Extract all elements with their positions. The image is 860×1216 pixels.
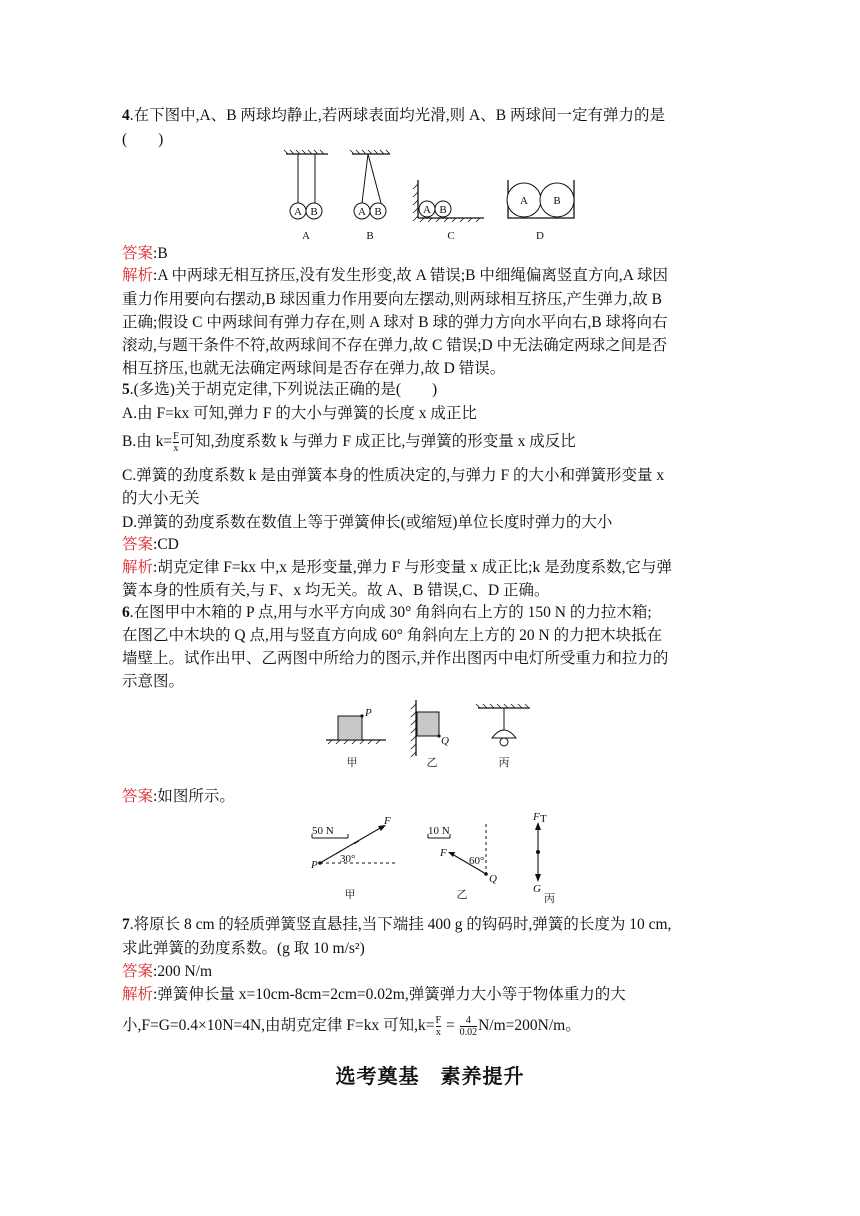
ball-label: A bbox=[520, 195, 528, 207]
q6-stem-line: 墙壁上。试作出甲、乙两图中所给力的图示,并作出图丙中电灯所受重力和拉力的 bbox=[122, 650, 669, 667]
fraction bbox=[173, 431, 179, 454]
fraction-numerator: F bbox=[435, 1014, 442, 1026]
fig-a-ceiling bbox=[284, 150, 328, 154]
answer-label: 答案 bbox=[122, 963, 154, 980]
q6-number: 6 bbox=[122, 604, 130, 621]
answer-force-f2: F bbox=[440, 847, 447, 859]
q5-answer-value: :CD bbox=[153, 536, 179, 553]
fig-label-d: D bbox=[536, 230, 544, 242]
q4-stem-text: .在下图中,A、B 两球均静止,若两球表面均光滑,则 A、B 两球间一定有弹力的是 bbox=[129, 107, 665, 124]
answer-point-q: Q bbox=[489, 873, 497, 885]
answer-fig-jia-label: 甲 bbox=[344, 889, 356, 901]
q4-analysis-text: :A 中两球无相互挤压,没有发生形变,故 A 错误;B 中细绳偏离竖直方向,A 球因 bbox=[153, 267, 668, 284]
point-p-label: P bbox=[365, 707, 372, 719]
ball-label: A bbox=[294, 206, 302, 218]
fraction-numerator: F bbox=[173, 430, 179, 442]
point-q-label: Q bbox=[441, 735, 449, 747]
q5-answer bbox=[122, 533, 742, 557]
fig-label-b: B bbox=[366, 230, 374, 242]
q5-stem-text: .(多选)关于胡克定律,下列说法正确的是( ) bbox=[129, 381, 438, 398]
q5-option-c: C.弹簧的劲度系数 k 是由弹簧本身的性质决定的,与弹力 F 的大小和弹簧形变量 x bbox=[122, 467, 665, 484]
fraction bbox=[436, 1015, 442, 1038]
scale-label-10n: 10 N bbox=[428, 825, 450, 837]
q4-analysis-line: 正确;假设 C 中两球间有弹力存在,则 A 球对 B 球的弹力方向水平向右,B 球将向右 bbox=[122, 314, 668, 331]
q4-analysis-line bbox=[122, 264, 742, 288]
tension-subscript: T bbox=[540, 813, 547, 825]
fraction-numerator: 4 bbox=[465, 1014, 471, 1026]
q7-analysis-line bbox=[122, 983, 742, 1007]
q6-stem bbox=[122, 601, 742, 625]
fraction bbox=[460, 1015, 478, 1038]
q5-option-b-post: 可知,劲度系数 k 与弹力 F 成正比,与弹簧的形变量 x 成反比 bbox=[179, 433, 576, 450]
analysis-label: 解析 bbox=[122, 559, 154, 576]
analysis-label: 解析 bbox=[122, 267, 154, 284]
q5-analysis-line bbox=[122, 556, 742, 580]
scale-label-50n: 50 N bbox=[312, 825, 334, 837]
q7-analysis-text: :弹簧伸长量 x=10cm-8cm=2cm=0.02m,弹簧弹力大小等于物体重力的大 bbox=[153, 986, 626, 1003]
q7-stem-text: .将原长 8 cm 的轻质弹簧竖直悬挂,当下端挂 400 g 的钩码时,弹簧的长度为 10 cm, bbox=[129, 916, 672, 933]
answer-label: 答案 bbox=[122, 245, 154, 262]
q6-answer bbox=[122, 785, 742, 809]
q5-option-b bbox=[122, 430, 742, 454]
q4-analysis-line: 重力作用要向右摆动,B 球因重力作用要向左摆动,则两球相互挤压,产生弹力,故 B bbox=[122, 291, 662, 308]
q7-analysis-post: N/m=200N/m。 bbox=[478, 1017, 581, 1034]
q7-stem bbox=[122, 913, 742, 937]
ball-label: A bbox=[423, 204, 431, 216]
q6-answer-figure bbox=[306, 812, 566, 904]
q6-answer-value: :如图所示。 bbox=[153, 788, 235, 805]
ball-label: B bbox=[439, 204, 447, 216]
q6-answer-figure-svg bbox=[306, 812, 566, 904]
answer-force-f1: F bbox=[384, 815, 391, 827]
q4-analysis-line: 滚动,与题干条件不符,故两球间不存在弹力,故 C 错误;D 中无法确定两球之间是否 bbox=[122, 337, 668, 354]
q4-number: 4 bbox=[122, 107, 130, 124]
q7-analysis-pre: 小,F=G=0.4×10N=4N,由胡克定律 F=kx 可知,k= bbox=[122, 1017, 435, 1034]
q5-option-b-pre: B.由 k= bbox=[122, 433, 173, 450]
fig-label-c: C bbox=[447, 230, 455, 242]
q6-stem-line: 示意图。 bbox=[122, 673, 185, 690]
lamp-shade bbox=[492, 730, 516, 738]
q5-number: 5 bbox=[122, 381, 130, 398]
q7-answer bbox=[122, 960, 742, 984]
q7-number: 7 bbox=[122, 916, 130, 933]
q7-answer-value: :200 N/m bbox=[153, 963, 213, 980]
answer-fig-bing-label: 丙 bbox=[544, 893, 555, 905]
fraction-denominator: x bbox=[435, 1026, 441, 1038]
q5-option-d: D.弹簧的劲度系数在数值上等于弹簧伸长(或缩短)单位长度时弹力的大小 bbox=[122, 514, 613, 531]
answer-label: 答案 bbox=[122, 536, 154, 553]
answer-fig-yi-label: 乙 bbox=[456, 889, 468, 901]
q6-stem-line: 在图乙中木块的 Q 点,用与竖直方向成 60° 角斜向左上方的 20 N 的力把木块抵在 bbox=[122, 627, 663, 644]
q5-option-a: A.由 F=kx 可知,弹力 F 的大小与弹簧的长度 x 成正比 bbox=[122, 405, 477, 422]
fraction-denominator: 0.02 bbox=[459, 1026, 478, 1038]
fig-yi-label: 乙 bbox=[426, 757, 438, 769]
section-heading: 选考奠基 素养提升 bbox=[335, 1064, 525, 1088]
ball-label: B bbox=[374, 206, 382, 218]
answer-label: 答案 bbox=[122, 788, 154, 805]
lamp-bulb bbox=[500, 738, 508, 746]
angle-60-label: 60° bbox=[469, 855, 485, 867]
q5-option-c-cont: 的大小无关 bbox=[122, 490, 200, 507]
ball-label: B bbox=[553, 195, 561, 207]
fig-bing-label: 丙 bbox=[498, 757, 510, 769]
tension-label: F bbox=[533, 811, 540, 823]
q4-analysis-line: 相互挤压,也就无法确定两球间是否存在弹力,故 D 错误。 bbox=[122, 360, 506, 377]
gravity-label: G bbox=[533, 883, 541, 895]
analysis-label: 解析 bbox=[122, 986, 154, 1003]
q6-stem-text: .在图甲中木箱的 P 点,用与水平方向成 30° 角斜向右上方的 150 N 的力拉木箱; bbox=[129, 604, 652, 621]
q7-stem-line: 求此弹簧的劲度系数。(g 取 10 m/s²) bbox=[122, 940, 365, 957]
equals-sign: = bbox=[442, 1017, 459, 1034]
q5-stem bbox=[122, 378, 742, 402]
q6-figure bbox=[320, 694, 560, 774]
q4-paren: ( ) bbox=[122, 131, 164, 148]
fig-jia-label: 甲 bbox=[346, 757, 358, 769]
fig-yi-block bbox=[417, 712, 439, 736]
q4-figure bbox=[282, 150, 582, 246]
ball-label: B bbox=[310, 206, 318, 218]
q4-figure-svg bbox=[282, 150, 582, 246]
q4-answer bbox=[122, 242, 742, 266]
fig-jia-box bbox=[338, 716, 362, 740]
ball-label: A bbox=[358, 206, 366, 218]
q5-analysis-line: 簧本身的性质有关,与 F、x 均无关。故 A、B 错误,C、D 正确。 bbox=[122, 582, 550, 599]
q5-analysis-text: :胡克定律 F=kx 中,x 是形变量,弹力 F 与形变量 x 成正比;k 是劲度系数,它与弹 bbox=[153, 559, 672, 576]
angle-30-label: 30° bbox=[340, 853, 356, 865]
fraction-denominator: x bbox=[173, 442, 179, 454]
q6-figure-svg bbox=[320, 694, 560, 774]
q4-answer-value: :B bbox=[153, 245, 168, 262]
q7-analysis-line-2 bbox=[122, 1014, 742, 1038]
fig-label-a: A bbox=[302, 230, 310, 242]
answer-point-p: P bbox=[311, 859, 318, 871]
q4-stem bbox=[122, 104, 742, 128]
